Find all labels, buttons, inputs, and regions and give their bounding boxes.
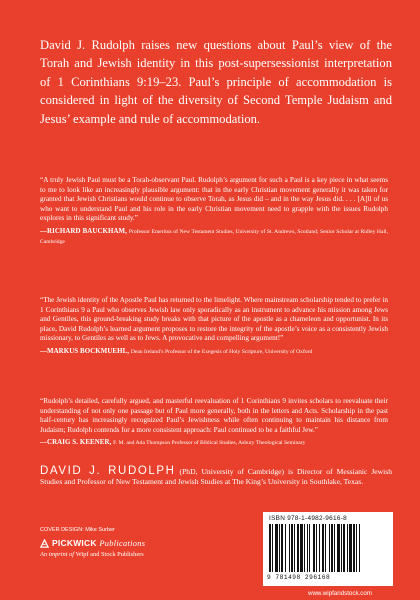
endorser-affiliation: F. M. and Ada Thompson Professor of Biblical Studies, Asbury Theological Seminary [113,440,306,447]
endorser-name: —CRAIG S. KEENER, [40,439,112,447]
barcode-number: 9 781498 296168 [267,574,331,581]
endorsement-attribution [40,347,388,357]
endorsement-keener [40,397,388,448]
endorsement-bauckham [40,176,388,247]
endorser-name: —MARKUS BOCKMUEHL, [40,347,130,355]
endorsement-attribution [40,438,388,448]
endorser-affiliation: Professor Emeritus of New Testament Studies, University of St. Andrews, Scotland; Senior Scholar at Ridley Hall, Cambridge [40,228,388,245]
publisher-block [40,538,145,560]
author-bio [40,466,392,488]
endorser-affiliation: Dean Ireland’s Professor of the Exegesis of Holy Scripture, University of Oxford [130,348,313,355]
publisher-imprint: An imprint of Wipf and Stock Publishers [40,551,144,558]
endorsement-text: “Rudolph’s detailed, carefully argued, and masterful reevaluation of 1 Corinthians 9 invites scholars to reevaluate their understanding of not only one passage but of Paul more generally, both in the letters and Acts. Scholarship in the past half-century has increasingly recognized Paul’s Jewishness while often continuing to maintain his distance from Judaism; Rudolph contends for a more consistent approach: Paul continued to be a faithful Jew.” [40,397,388,434]
publisher-website: www.wipfandstock.com [308,590,372,597]
endorsement-text: “The Jewish identity of the Apostle Paul has returned to the limelight. Where mainstream scholarship tended to prefer in 1 Corinthians 9 a Paul who observes Jewish law only sporadically as an instrument to advance his mission among Jews and Gentiles, this ground-breaking study breaks with that picture of the apostle as a chameleon and opportunist. In its place, David Rudolph’s learned argument proposes to restore the integrity of the apostle’s voice as a consistently Jewish missionary, to Gentiles as well as to Jews. A provocative and compelling argument!” [40,296,388,343]
intro-blurb: David J. Rudolph raises new questions about Paul’s view of the Torah and Jewish identity in this post-supersessionist interpretation of 1 Corinthians 9:19–23. Paul’s principle of accommodation is considered in light of the diversity of Second Temple Judaism and Jesus’ example and rule of accommodation. [40,38,392,126]
author-name: DAVID J. RUDOLPH [40,465,176,477]
isbn-label: ISBN 978-1-4982-9616-8 [269,515,348,522]
endorsement-bockmuehl [40,296,388,357]
endorser-name: —RICHARD BAUCKHAM, [40,227,127,235]
author-bio-text: (PhD, University of Cambridge) is Director of Messianic Jewish Studies and Professor of New Testament and Jewish Studies at The King’s University in Southlake, Texas. [40,467,392,487]
publisher-name: PICKWICK Publications [52,538,146,548]
endorsement-text: “A truly Jewish Paul must be a Torah-observant Paul. Rudolph’s argument for such a Paul is a key piece in what seems to me to look like an increasingly plausible argument: that in the early Christian movement generally it was taken for granted that Jewish Christians would continue to observe Torah, as Jesus did – and in the way Jesus did. . . . [A]ll of us who want to understand Paul and his role in the early Christian movement need to grapple with the issues Rudolph explores in this significant study.” [40,176,388,223]
endorsement-attribution [40,227,388,247]
publisher-logo-icon [40,539,49,548]
barcode-panel [263,512,393,586]
barcode-icon [269,524,387,572]
cover-design-credit: COVER DESIGN: Mike Surber [40,527,115,533]
